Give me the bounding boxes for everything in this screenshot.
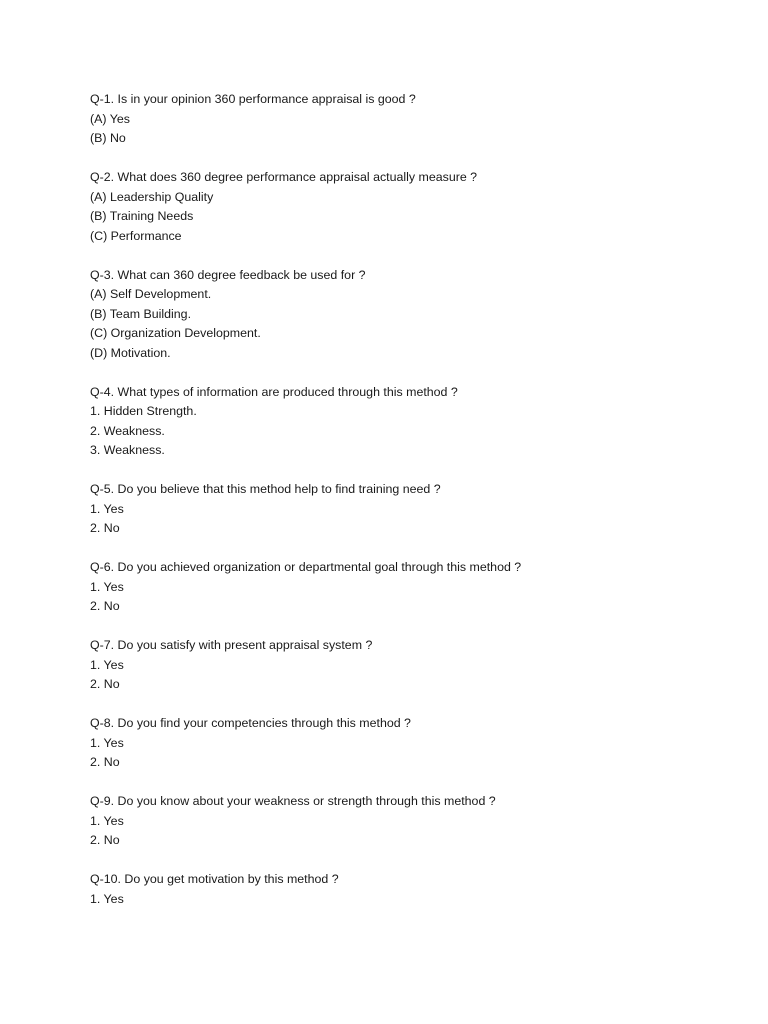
answer-option: (A) Yes [90, 111, 130, 126]
answer-option: 1. Yes [90, 813, 124, 828]
question-text: Q-6. Do you achieved organization or departmental goal through this method ? [90, 560, 522, 574]
question-text: Q-7. Do you satisfy with present appraisal system ? [90, 638, 373, 652]
question-block-6 [90, 558, 730, 617]
answer-option: (C) Performance [90, 228, 182, 243]
question-text: Q-10. Do you get motivation by this method ? [90, 872, 339, 886]
question-text: Q-5. Do you believe that this method help to find training need ? [90, 482, 441, 496]
answer-option: 1. Yes [90, 891, 124, 906]
question-block-8 [90, 714, 730, 773]
answer-option: (D) Motivation. [90, 345, 171, 360]
answer-option: (B) Training Needs [90, 209, 194, 223]
answer-option: 3. Weakness. [90, 443, 165, 457]
document-page [90, 90, 730, 929]
question-block-2 [90, 168, 730, 246]
answer-option: 2. No [90, 755, 120, 769]
answer-option: (C) Organization Development. [90, 326, 261, 340]
answer-option: 2. No [90, 833, 120, 847]
question-text: Q-3. What can 360 degree feedback be used for ? [90, 267, 366, 282]
answer-option: 1. Yes [90, 735, 124, 750]
question-text: Q-8. Do you find your competencies through this method ? [90, 716, 411, 730]
answer-option: 1. Yes [90, 579, 124, 594]
question-block-5 [90, 480, 730, 539]
answer-option: 2. No [90, 521, 120, 535]
question-block-3 [90, 266, 730, 364]
question-block-4 [90, 383, 730, 461]
answer-option: (B) No [90, 131, 126, 145]
answer-option: 1. Yes [90, 501, 124, 516]
answer-option: 2. No [90, 599, 120, 613]
question-block-1 [90, 90, 730, 149]
answer-option: (A) Self Development. [90, 287, 212, 301]
question-text: Q-4. What types of information are produced through this method ? [90, 384, 458, 399]
answer-option: 1. Hidden Strength. [90, 404, 197, 418]
answer-option: (A) Leadership Quality [90, 189, 214, 204]
question-text: Q-1. Is in your opinion 360 performance appraisal is good ? [90, 92, 416, 106]
question-block-9 [90, 792, 730, 851]
question-block-10 [90, 870, 730, 909]
question-text: Q-9. Do you know about your weakness or strength through this method ? [90, 794, 496, 808]
answer-option: 2. Weakness. [90, 423, 165, 438]
question-text: Q-2. What does 360 degree performance appraisal actually measure ? [90, 170, 478, 184]
answer-option: 1. Yes [90, 657, 124, 672]
question-block-7 [90, 636, 730, 695]
answer-option: 2. No [90, 677, 120, 691]
answer-option: (B) Team Building. [90, 306, 192, 321]
